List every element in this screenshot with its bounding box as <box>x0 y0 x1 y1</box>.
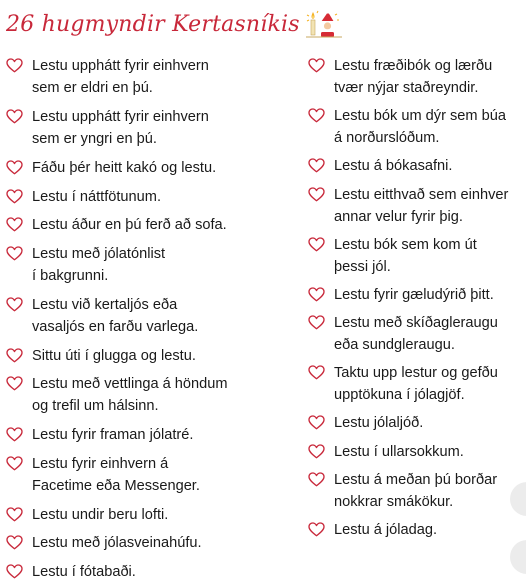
heart-outline-icon <box>308 158 325 173</box>
list-item-text: tvær nýjar staðreyndir. <box>334 80 479 96</box>
page-title: 26 hugmyndir Kertasníkis <box>6 11 300 37</box>
list-item <box>6 106 209 150</box>
list-item-text: Lestu fyrir einhvern á <box>32 455 169 472</box>
list-item-text: Lestu jólaljóð. <box>334 415 424 431</box>
list-item-text: Lestu á meðan þú borðar <box>334 472 498 488</box>
list-item <box>6 561 136 583</box>
list-item-text: vasaljós en farðu varlega. <box>32 318 199 335</box>
list-item <box>6 373 228 417</box>
candle-santa-icon <box>306 9 342 39</box>
list-item <box>6 294 198 338</box>
heart-outline-icon <box>6 58 23 73</box>
list-item-text: Lestu í ullarsokkum. <box>334 443 464 460</box>
list-item-text: Fáðu þér heitt kakó og lestu. <box>32 160 217 176</box>
list-item-text: Lestu með vettlinga á höndum <box>32 376 228 392</box>
heart-outline-icon <box>308 315 325 330</box>
list-item-text: Facetime eða Messenger. <box>32 477 200 494</box>
list-item <box>6 453 200 497</box>
list-item-text: Lestu í náttfötunum. <box>32 188 161 205</box>
heart-outline-icon <box>308 365 325 380</box>
list-item-text: Lestu við kertaljós eða <box>32 296 178 313</box>
list-item <box>6 214 227 236</box>
list-item-text: Lestu áður en þú ferð að sofa. <box>32 217 227 233</box>
heart-outline-icon <box>308 472 325 487</box>
heart-outline-icon <box>308 522 325 537</box>
heart-outline-icon <box>6 160 23 175</box>
list-item-text: á norðurslóðum. <box>334 130 440 146</box>
list-item <box>6 532 202 554</box>
list-item-text: annar velur fyrir þig. <box>334 208 463 225</box>
list-item-text: Lestu í fótabaði. <box>32 563 136 580</box>
heart-outline-icon <box>6 189 23 204</box>
list-item-text: Lestu með skíðagleraugu <box>334 315 498 331</box>
list-item <box>308 55 492 99</box>
heart-outline-icon <box>6 535 23 550</box>
list-item <box>308 234 477 278</box>
list-item <box>6 345 196 367</box>
heart-outline-icon <box>6 564 23 579</box>
heart-outline-icon <box>308 415 325 430</box>
list-item-text: og trefil um hálsinn. <box>32 398 159 414</box>
heart-outline-icon <box>6 217 23 232</box>
heart-outline-icon <box>6 348 23 363</box>
header <box>6 6 342 42</box>
list-item-text: upptökuna í jólagjöf. <box>334 387 465 403</box>
list-item-text: Lestu undir beru lofti. <box>32 506 169 523</box>
list-item-text: Lestu fræðibók og lærðu <box>334 58 493 74</box>
list-item-text: sem er yngri en þú. <box>32 131 157 147</box>
list-item <box>308 312 498 356</box>
heart-outline-icon <box>6 427 23 442</box>
list-item <box>6 186 161 208</box>
list-item <box>308 184 508 228</box>
scroll-indicator-icon[interactable] <box>510 482 526 516</box>
heart-outline-icon <box>6 109 23 124</box>
list-item-text: eða sundgleraugu. <box>334 337 455 353</box>
list-item <box>308 105 506 149</box>
list-item-text: nokkrar smákökur. <box>334 494 454 510</box>
list-item-text: Lestu á bókasafni. <box>334 158 453 174</box>
list-item <box>308 519 437 541</box>
list-item-text: Lestu upphátt fyrir einhvern <box>32 58 209 74</box>
list-item-text: Lestu fyrir gæludýrið þitt. <box>334 286 494 303</box>
list-item <box>308 412 423 434</box>
list-item <box>6 504 168 526</box>
list-item <box>308 284 494 306</box>
heart-outline-icon <box>6 376 23 391</box>
list-item-text: Lestu með jólasveinahúfu. <box>32 535 202 551</box>
list-item-text: Lestu eitthvað sem einhver <box>334 186 509 203</box>
heart-outline-icon <box>6 507 23 522</box>
heart-outline-icon <box>308 237 325 252</box>
list-item-text: Lestu upphátt fyrir einhvern <box>32 109 209 125</box>
list-item <box>308 362 498 406</box>
heart-outline-icon <box>308 187 325 202</box>
heart-outline-icon <box>308 58 325 73</box>
list-item-text: Lestu bók um dýr sem búa <box>334 108 506 124</box>
list-item <box>6 157 216 179</box>
list-item <box>6 424 193 446</box>
list-item-text: Taktu upp lestur og gefðu <box>334 365 498 381</box>
list-item <box>308 469 497 513</box>
heart-outline-icon <box>308 108 325 123</box>
heart-outline-icon <box>308 444 325 459</box>
list-item-text: Lestu með jólatónlist <box>32 245 166 262</box>
list-item-text: Lestu á jóladag. <box>334 522 438 538</box>
list-item-text: þessi jól. <box>334 258 391 275</box>
list-item <box>308 155 452 177</box>
heart-outline-icon <box>6 456 23 471</box>
list-item-text: Lestu bók sem kom út <box>334 236 477 253</box>
scroll-indicator-icon[interactable] <box>510 540 526 574</box>
list-item <box>308 441 464 463</box>
heart-outline-icon <box>6 246 23 261</box>
list-item-text: sem er eldri en þú. <box>32 80 153 96</box>
list-item <box>6 55 209 99</box>
list-item-text: Sittu úti í glugga og lestu. <box>32 347 196 364</box>
list-item <box>6 243 165 287</box>
list-item-text: Lestu fyrir framan jólatré. <box>32 427 194 443</box>
list-item-text: í bakgrunni. <box>32 267 109 284</box>
heart-outline-icon <box>6 297 23 312</box>
heart-outline-icon <box>308 287 325 302</box>
